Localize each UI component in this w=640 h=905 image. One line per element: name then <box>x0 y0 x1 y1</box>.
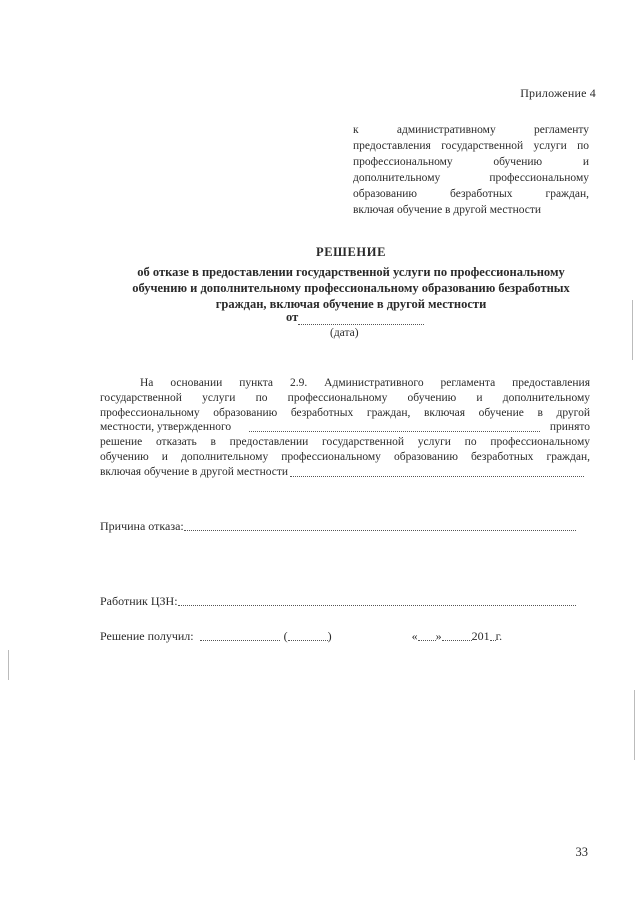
approved-by-blank[interactable] <box>249 421 540 432</box>
received-row <box>100 629 530 644</box>
page-number: 33 <box>575 845 588 859</box>
body-last-text: включая обучение в другой местности <box>100 465 289 478</box>
date-row <box>286 310 424 325</box>
body-line-last <box>100 465 590 480</box>
date-blank[interactable] <box>298 312 424 325</box>
body-line: На основании пункта 2.9. Административного регламента предоставления <box>140 377 590 389</box>
date-prefix: от <box>286 310 299 324</box>
body-line: профессиональному образованию безработных граждан, включая обучение в другой <box>100 406 590 419</box>
month-blank[interactable] <box>442 630 472 641</box>
title-line: обучению и дополнительному профессиональному образованию безработных <box>132 281 570 295</box>
approved-text: местности, утвержденного <box>100 421 232 434</box>
document-title <box>96 244 606 312</box>
name-blank[interactable] <box>288 630 328 641</box>
title-heading: РЕШЕНИЕ <box>315 245 387 259</box>
body-line-approved <box>100 420 590 435</box>
reason-label: Причина отказа: <box>100 519 184 533</box>
year-text: 201 <box>471 629 490 643</box>
scan-artifact <box>8 650 9 680</box>
body-line: обучению и дополнительному профессиональному образованию безработных граждан, <box>100 450 590 463</box>
paren-open: ( <box>283 629 288 643</box>
worker-row <box>100 594 576 609</box>
body-line: государственной услуги по профессиональному обучению и дополнительному <box>100 391 590 404</box>
title-line: граждан, включая обучение в другой местности <box>215 297 487 311</box>
reference-line: дополнительному профессиональному <box>353 172 589 184</box>
body-end-blank[interactable] <box>290 466 584 477</box>
appendix-label: Приложение 4 <box>520 86 596 100</box>
worker-label: Работник ЦЗН: <box>100 594 178 608</box>
accepted-text: принято <box>549 421 590 434</box>
date-caption: (дата) <box>330 327 359 339</box>
reference-line: предоставления государственной услуги по <box>353 140 589 152</box>
quote-close: » <box>435 629 442 643</box>
title-line: об отказе в предоставлении государственной услуги по профессиональному <box>137 265 565 279</box>
quote-open: « <box>411 629 418 643</box>
decision-body <box>100 376 590 480</box>
year-suffix: г. <box>495 629 503 643</box>
reason-row <box>100 519 576 534</box>
reference-line: к административному регламенту <box>353 124 589 136</box>
reference-line: включая обучение в другой местности <box>353 204 542 216</box>
received-label: Решение получил: <box>100 629 194 643</box>
worker-blank[interactable] <box>178 595 576 606</box>
day-blank[interactable] <box>418 630 436 641</box>
reference-line: образованию безработных граждан, <box>353 188 589 200</box>
paren-close: ) <box>327 629 332 643</box>
regulation-reference <box>353 122 589 218</box>
body-line: решение отказать в предоставлении государственной услуги по профессиональному <box>100 436 590 449</box>
reason-blank[interactable] <box>184 520 576 531</box>
scan-artifact <box>634 690 635 760</box>
reference-line: профессиональному обучению и <box>353 156 589 168</box>
signature-blank[interactable] <box>200 630 280 641</box>
scan-artifact <box>632 300 633 360</box>
